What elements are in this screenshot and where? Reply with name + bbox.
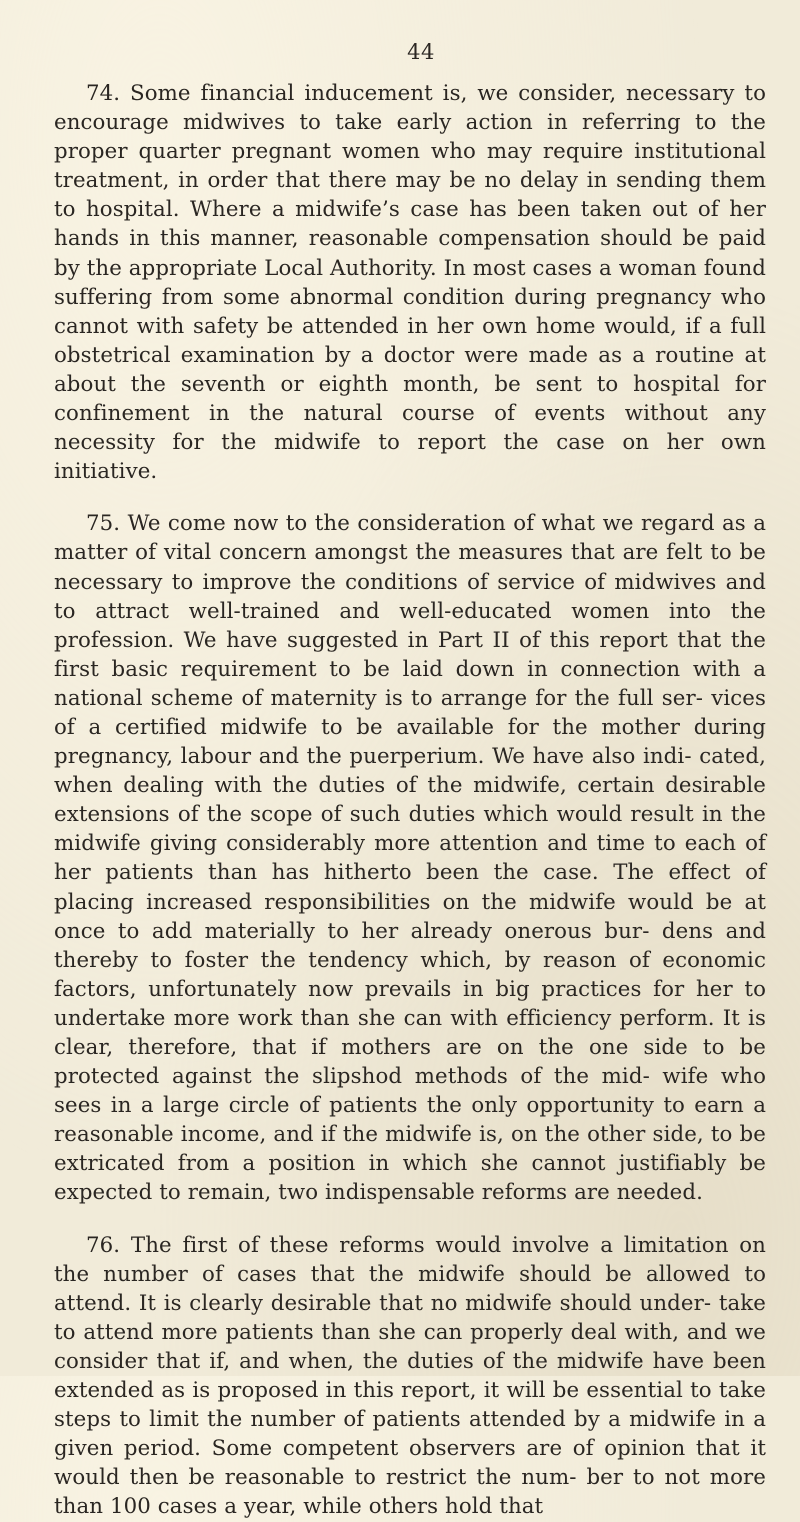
paragraph-74: 74. Some financial inducement is, we consider, necessary to encourage midwives to take early action in referring to the proper quarter pregnant women who may require institutional treatment, in order that there may be no delay in sending them to hospital. Where a midwife’s case has been taken out of her hands in this manner, reasonable compensation should be paid by the appropriate Local Authority. In most cases a woman found suffering from some abnormal condition during pregnancy who cannot with safety be attended in her own home would, if a full obstetrical examination by a doctor were made as a routine at about the seventh or eighth month, be sent to hospital for confinement in the natural course of events without any necessity for the midwife to report the case on her own initiative. (54, 81, 766, 485)
paragraph-76: 76. The first of these reforms would involve a limitation on the number of cases that the midwife should be allowed to attend. It is clearly desirable that no midwife should under- take to attend more patients than she can properly deal with, and we consider that if, and when, the duties of the midwife have been extended as is proposed in this report, it will be essential to take steps to limit the number of patients attended by a midwife in a given period. Some competent observers are of opinion that it would then be reasonable to restrict the num- ber to not more than 100 cases a year, while others hold that (54, 1232, 766, 1520)
page-number: 44 (407, 40, 435, 64)
paragraph-75: 75. We come now to the consideration of what we regard as a matter of vital concern amongst the measures that are felt to be necessary to improve the conditions of service of midwives and to attract well-trained and well-educated women into the profession. We have suggested in Part II of this report that the first basic requirement to be laid down in connection with a national scheme of maternity is to arrange for the full ser- vices of a certified midwife to be available for the mother during pregnancy, labour and the puerperium. We have also indi- cated, when dealing with the duties of the midwife, certain desirable extensions of the scope of such duties which would result in the midwife giving considerably more attention and time to each of her patients than has hitherto been the case. The effect of placing increased responsibilities on the midwife would be at once to add materially to her already onerous bur- dens and thereby to foster the tendency which, by reason of economic factors, unfortunately now prevails in big practices for her to undertake more work than she can with efficiency perform. It is clear, therefore, that if mothers are on the one side to be protected against the slipshod methods of the mid- wife who sees in a large circle of patients the only opportunity to earn a reasonable income, and if the midwife is, on the other side, to be extricated from a position in which she cannot justifiably be expected to remain, two indispensable reforms are needed. (54, 511, 766, 1206)
